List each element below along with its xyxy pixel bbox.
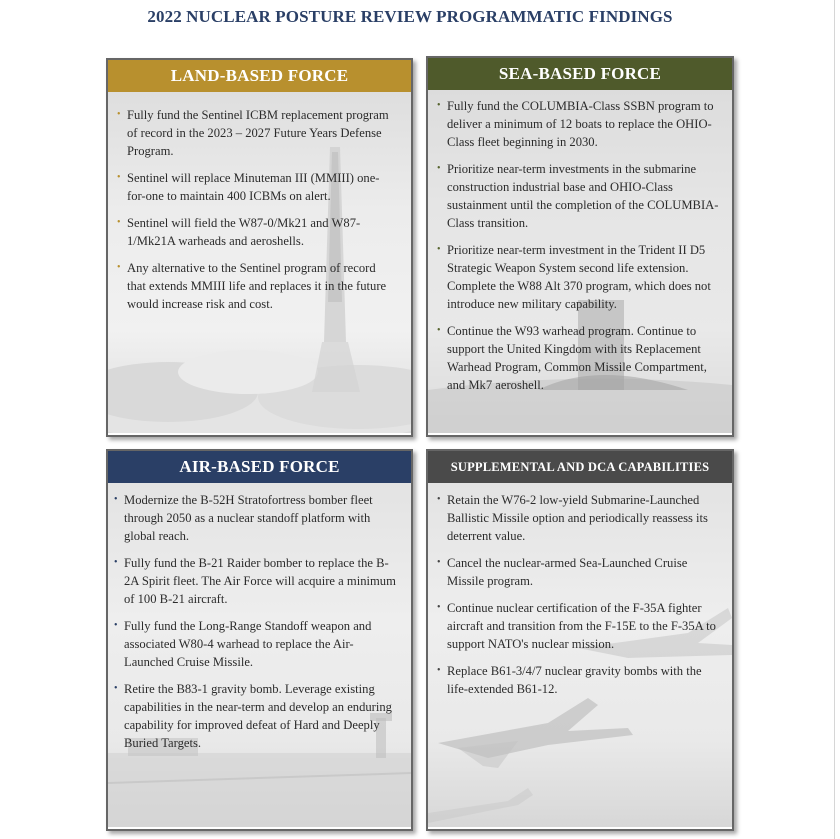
list-item: • Continue nuclear certification of the F-35A fighter aircraft and transition from the F-15E to the F-35A to support NATO's nuclear mission. (437, 599, 724, 653)
list-item: • Continue the W93 warhead program. Continue to support the United Kingdom with its Replacement Warhead Program, Common Missile Compartment, and Mk7 aeroshell. (437, 322, 722, 394)
land-based-force-panel (106, 58, 413, 437)
list-item: • Fully fund the Long-Range Standoff weapon and associated W80-4 warhead to replace the Air-Launched Cruise Missile. (114, 617, 403, 671)
sea-based-force-body (428, 90, 732, 433)
list-item: • Prioritize near-term investments in the submarine construction industrial base and OHIO-Class sustainment until the completion of the COLUMBIA-Class transition. (437, 160, 722, 232)
sea-based-force-list (428, 90, 732, 394)
sea-based-force-header: SEA-BASED FORCE (428, 58, 732, 90)
page-title: 2022 NUCLEAR POSTURE REVIEW PROGRAMMATIC FINDINGS (147, 7, 673, 26)
list-item: • Fully fund the B-21 Raider bomber to replace the B-2A Spirit fleet. The Air Force will acquire a minimum of 100 B-21 aircraft. (114, 554, 403, 608)
list-item: • Any alternative to the Sentinel program of record that extends MMIII life and replaces it in the future would increase risk and cost. (117, 259, 397, 313)
supplemental-dca-list (428, 483, 732, 698)
sea-based-force-panel (426, 56, 734, 437)
supplemental-dca-header: SUPPLEMENTAL AND DCA CAPABILITIES (428, 451, 732, 483)
air-based-force-panel (106, 449, 413, 831)
land-based-force-body (108, 92, 411, 433)
air-based-force-list (108, 483, 411, 752)
list-item: • Sentinel will field the W87-0/Mk21 and W87-1/Mk21A warheads and aeroshells. (117, 214, 397, 250)
list-item: • Fully fund the COLUMBIA-Class SSBN program to deliver a minimum of 12 boats to replace the OHIO-Class fleet beginning in 2030. (437, 97, 722, 151)
list-item: • Prioritize near-term investment in the Trident II D5 Strategic Weapon System second life extension. Complete the W88 Alt 370 program, which does not introduce new military capability. (437, 241, 722, 313)
page-edge-divider (834, 0, 835, 839)
list-item: • Fully fund the Sentinel ICBM replacement program of record in the 2023 – 2027 Future Years Defense Program. (117, 106, 397, 160)
supplemental-dca-panel (426, 449, 734, 831)
list-item: • Sentinel will replace Minuteman III (MMIII) one-for-one to maintain 400 ICBMs on alert. (117, 169, 397, 205)
list-item: • Replace B61-3/4/7 nuclear gravity bombs with the life-extended B61-12. (437, 662, 724, 698)
land-based-force-list (108, 92, 411, 313)
supplemental-dca-body (428, 483, 732, 827)
land-based-force-header: LAND-BASED FORCE (108, 60, 411, 92)
list-item: • Retain the W76-2 low-yield Submarine-Launched Ballistic Missile option and periodically reassess its deterrent value. (437, 491, 724, 545)
list-item: • Retire the B83-1 gravity bomb. Leverage existing capabilities in the near-term and develop an enduring capability for improved defeat of Hard and Deeply Buried Targets. (114, 680, 403, 752)
air-based-force-body (108, 483, 411, 827)
air-based-force-header: AIR-BASED FORCE (108, 451, 411, 483)
list-item: • Modernize the B-52H Stratofortress bomber fleet through 2050 as a nuclear standoff platform with global reach. (114, 491, 403, 545)
list-item: • Cancel the nuclear-armed Sea-Launched Cruise Missile program. (437, 554, 724, 590)
